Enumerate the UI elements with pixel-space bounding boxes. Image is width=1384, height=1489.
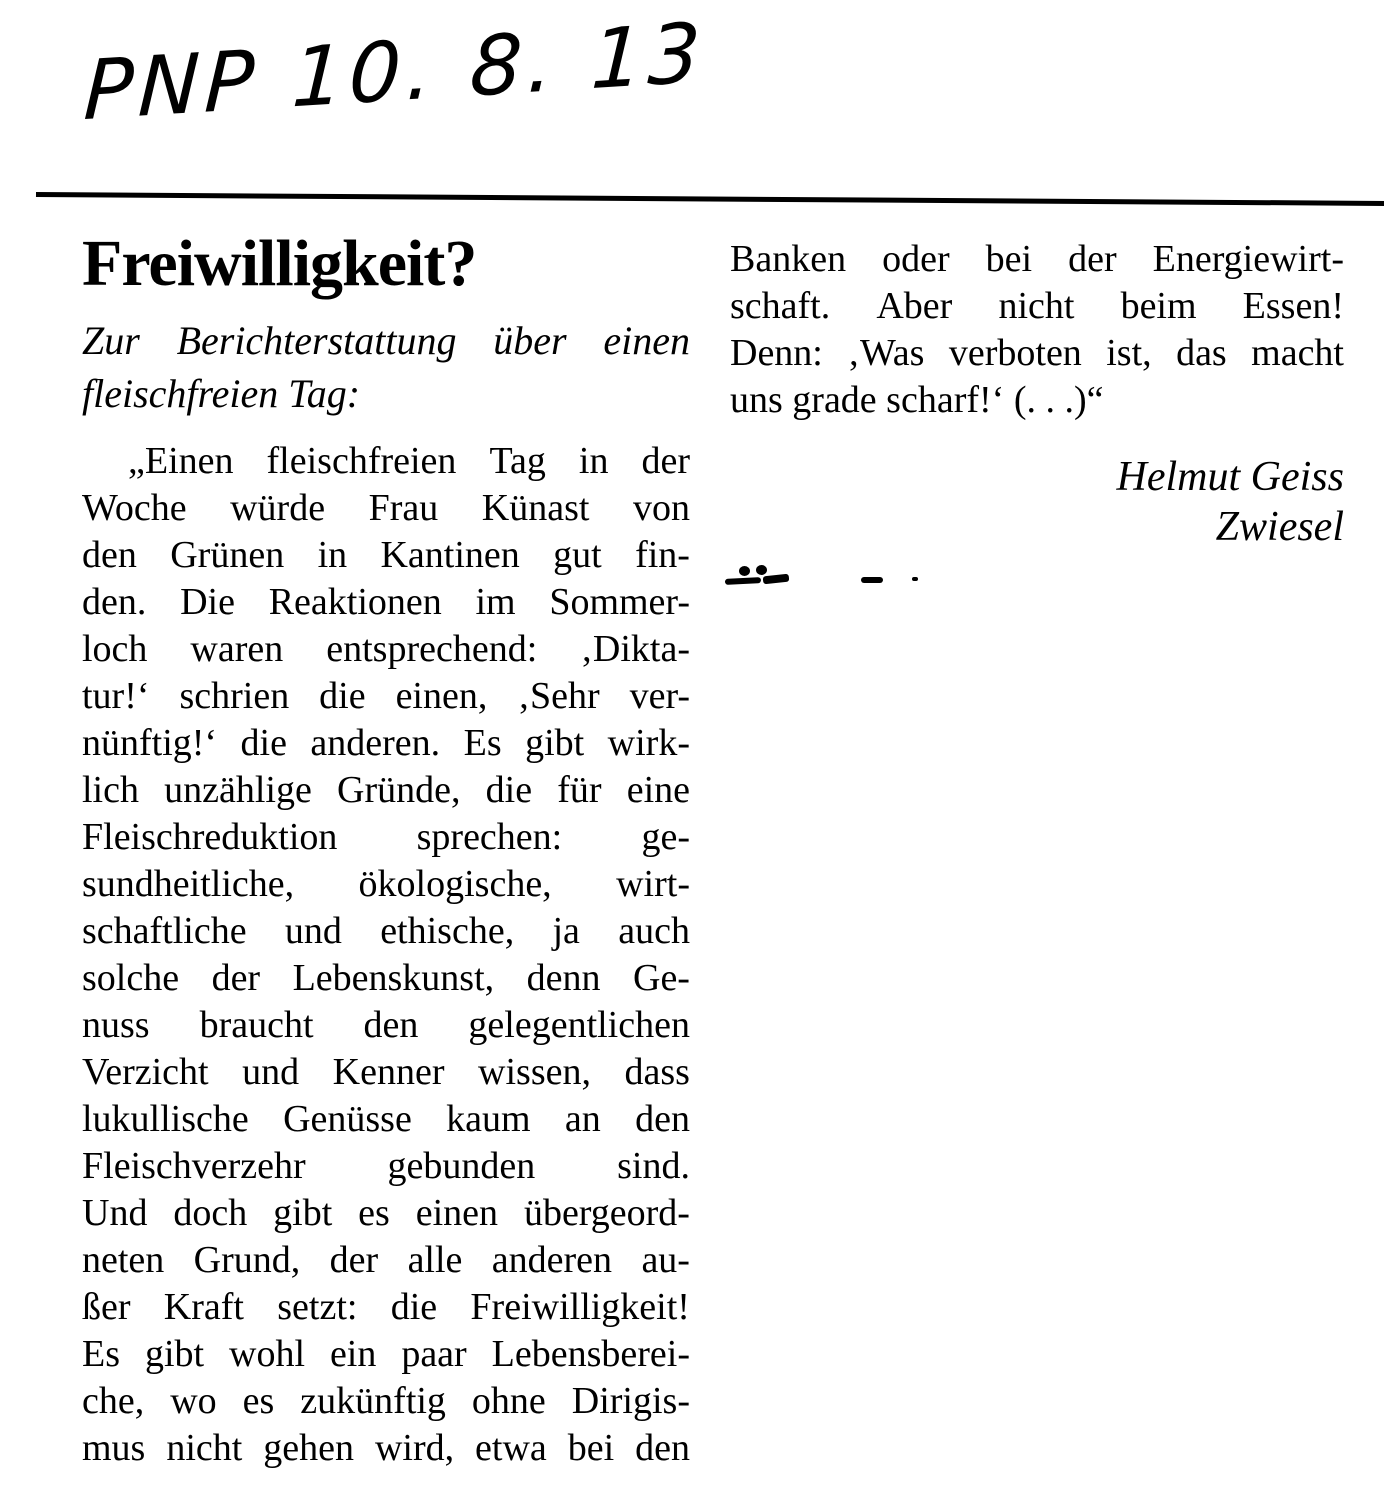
text-line: mus nicht gehen wird, etwa bei den (82, 1427, 690, 1469)
text-line: uns grade scharf!‘ (. . .)“ (730, 379, 1104, 421)
text-line: Verzicht und Kenner wissen, dass (82, 1051, 690, 1093)
text-line: Denn: ‚Was verboten ist, das macht (730, 332, 1344, 374)
text-line: lich unzählige Gründe, die für eine (82, 769, 690, 811)
left-column (82, 228, 690, 1472)
text-line: Zur Berichterstattung über einen (82, 318, 690, 363)
text-line: lukullische Genüsse kaum an den (82, 1098, 690, 1140)
text-line: sundheitliche, ökologische, wirt- (82, 863, 690, 905)
body-text-left (82, 438, 690, 1472)
text-line: loch waren entsprechend: ‚Dikta- (82, 628, 690, 670)
smudge-dash-icon (861, 577, 883, 583)
smudge-dash-icon (763, 574, 790, 585)
signature-place: Zwiesel (1215, 504, 1344, 550)
smudge-dot-icon (739, 566, 750, 576)
signature-block (730, 452, 1344, 552)
text-line: fleischfreien Tag: (82, 371, 361, 416)
right-column (730, 236, 1344, 552)
smudge-dot-icon (756, 565, 767, 575)
text-line: Fleischreduktion sprechen: ge- (82, 816, 690, 858)
smudge-speck-icon (912, 577, 918, 581)
handwritten-date-annotation: PNP 10. 8. 13 (81, 5, 708, 140)
smudge-dash-icon (725, 577, 761, 585)
text-line: Und doch gibt es einen übergeord- (82, 1192, 690, 1234)
text-line: den. Die Reaktionen im Sommer- (82, 581, 690, 623)
text-line: che, wo es zukünftig ohne Dirigis- (82, 1380, 690, 1422)
text-line: Woche würde Frau Künast von (82, 487, 690, 529)
text-line: ßer Kraft setzt: die Freiwilligkeit! (82, 1286, 690, 1328)
text-line: nünftig!‘ die anderen. Es gibt wirk- (82, 722, 690, 764)
text-line: schaftliche und ethische, ja auch (82, 910, 690, 952)
text-line: tur!‘ schrien die einen, ‚Sehr ver- (82, 675, 690, 717)
text-line: Fleischverzehr gebunden sind. (82, 1145, 690, 1187)
signature-name: Helmut Geiss (1116, 454, 1344, 500)
text-line: Banken oder bei der Energiewirt- (730, 238, 1344, 280)
text-line: „Einen fleischfreien Tag in der (128, 440, 690, 482)
horizontal-rule (36, 192, 1384, 205)
text-line: den Grünen in Kantinen gut fin- (82, 534, 690, 576)
text-line: nuss braucht den gelegentlichen (82, 1004, 690, 1046)
headline: Freiwilligkeit? (82, 227, 477, 300)
text-line: schaft. Aber nicht beim Essen! (730, 285, 1344, 327)
body-text-right (730, 236, 1344, 424)
text-line: solche der Lebenskunst, denn Ge- (82, 957, 690, 999)
text-line: neten Grund, der alle anderen au- (82, 1239, 690, 1281)
subhead (82, 314, 690, 420)
text-line: Es gibt wohl ein paar Lebensberei- (82, 1333, 690, 1375)
